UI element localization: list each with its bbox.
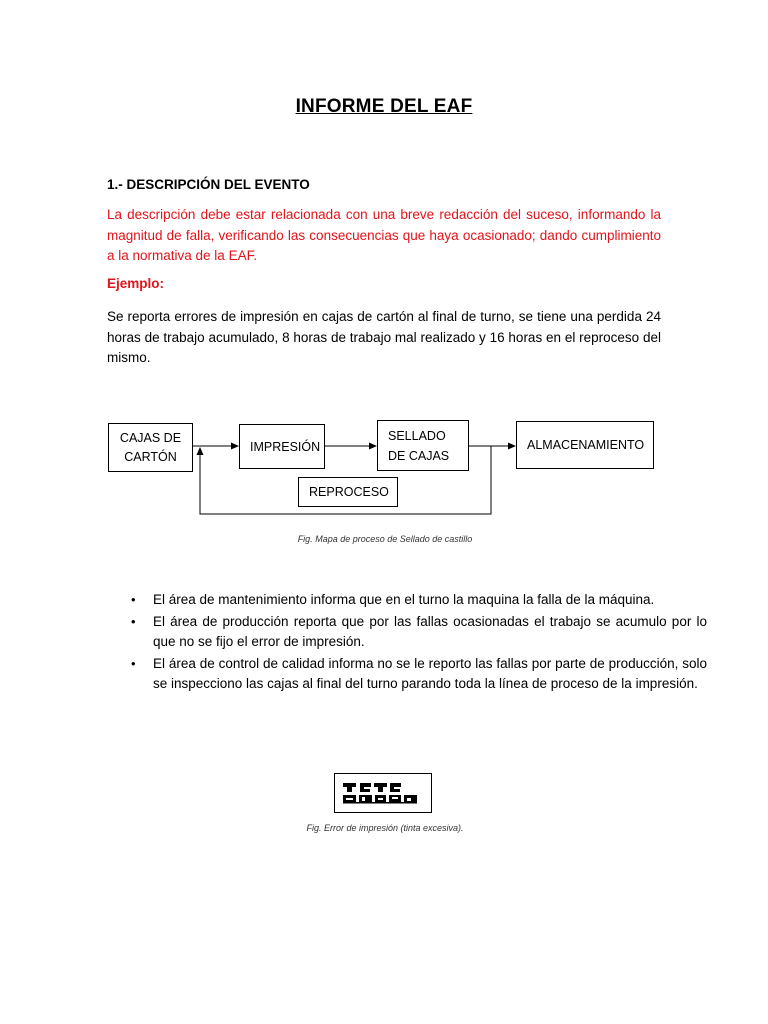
list-item <box>107 612 707 653</box>
box-sellado-line1: SELLADO <box>388 428 446 443</box>
findings-bullet-list <box>131 590 707 695</box>
list-item <box>107 590 707 611</box>
list-item-text: El área de producción reporta que por las fallas ocasionadas el trabajo se acumulo por lo que no se fijo el error de impresión. <box>153 613 707 649</box>
box-impresion-label: IMPRESIÓN <box>250 439 321 454</box>
document-title: INFORME DEL EAF <box>295 96 473 117</box>
box-sellado-line2: DE CAJAS <box>388 448 450 463</box>
diagram-caption: Fig. Mapa de proceso de Sellado de castillo <box>297 534 473 544</box>
box-reproceso <box>298 477 398 507</box>
process-map-diagram <box>0 400 768 530</box>
list-item-text: El área de mantenimiento informa que en el turno la maquina la falla de la máquina. <box>153 592 655 607</box>
section-heading: 1.- DESCRIPCIÓN DEL EVENTO <box>107 177 310 192</box>
bullet-icon: • <box>131 592 136 607</box>
box-reproceso-label: REPROCESO <box>309 485 389 499</box>
list-item <box>107 654 707 695</box>
smudged-print-sample-icon <box>335 774 431 812</box>
bullet-icon: • <box>131 613 136 629</box>
description-paragraph: La descripción debe estar relacionada con una breve redacción del suceso, informando la magnitud de falla, verificando las consecuencias que haya ocasionado; dando cumplimiento a la normativa de la EAF. <box>107 207 661 263</box>
box-almacenamiento <box>516 421 654 469</box>
box-cajas-de-carton <box>108 423 193 472</box>
error-figure-caption: Fig. Error de impresión (tinta excesiva). <box>306 823 464 833</box>
list-item-text: El área de control de calidad informa no se le reporto las fallas por parte de producción, solo se inspecciono las cajas al final del turno parando toda la línea de proceso de la impresión. <box>153 655 707 691</box>
bullet-icon: • <box>131 655 136 671</box>
box-sellado-de-cajas <box>377 420 469 471</box>
print-error-image <box>334 773 432 813</box>
box-cajas-line2: CARTÓN <box>124 449 177 464</box>
box-impresion <box>239 424 325 469</box>
box-almacenamiento-label: ALMACENAMIENTO <box>527 438 645 452</box>
ejemplo-label: Ejemplo: <box>107 276 165 291</box>
example-paragraph: Se reporta errores de impresión en cajas de cartón al final de turno, se tiene una perdida 24 horas de trabajo acumulado, 8 horas de trabajo mal realizado y 16 horas en el reproceso del mismo. <box>107 309 661 365</box>
box-cajas-line1: CAJAS DE <box>119 430 182 445</box>
